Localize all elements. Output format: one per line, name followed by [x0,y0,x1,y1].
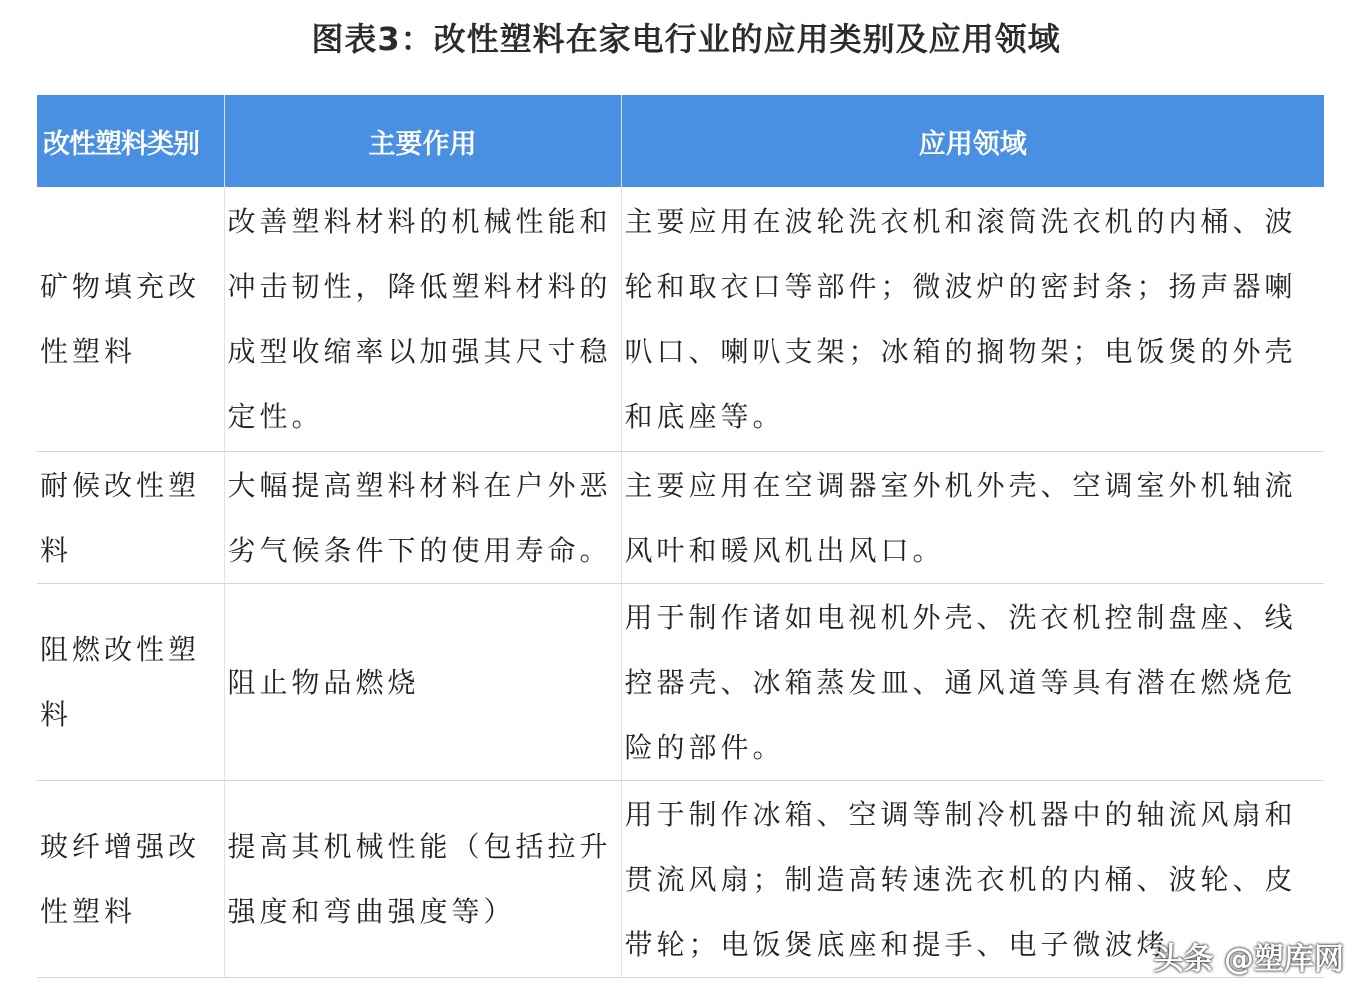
function-cell: 阻止物品燃烧 [224,584,621,781]
category-cell: 耐候改性塑料 [37,452,224,584]
application-table [37,95,1324,978]
category-cell: 矿物填充改性塑料 [37,187,224,452]
table-row [37,187,1324,452]
header-application: 应用领域 [621,95,1324,187]
table-row [37,452,1324,584]
function-cell: 改善塑料材料的机械性能和冲击韧性，降低塑料材料的成型收缩率以加强其尺寸稳定性。 [224,187,621,452]
application-cell: 主要应用在空调器室外机外壳、空调室外机轴流风叶和暖风机出风口。 [621,452,1324,584]
category-cell: 阻燃改性塑料 [37,584,224,781]
application-cell: 主要应用在波轮洗衣机和滚筒洗衣机的内桶、波轮和取衣口等部件；微波炉的密封条；扬声器喇叭口、喇叭支架；冰箱的搁物架；电饭煲的外壳和底座等。 [621,187,1324,452]
table-header-row [37,95,1324,187]
figure-title: 图表3：改性塑料在家电行业的应用类别及应用领域 [311,20,1061,58]
application-cell: 用于制作诸如电视机外壳、洗衣机控制盘座、线控器壳、冰箱蒸发皿、通风道等具有潜在燃烧危险的部件。 [621,584,1324,781]
source-watermark: 头条 @塑库网 [1153,942,1344,977]
function-cell: 提高其机械性能（包括拉升强度和弯曲强度等） [224,781,621,978]
category-cell: 玻纤增强改性塑料 [37,781,224,978]
header-function: 主要作用 [224,95,621,187]
table-row [37,584,1324,781]
header-category: 改性塑料类别 [37,95,224,187]
function-cell: 大幅提高塑料材料在户外恶劣气候条件下的使用寿命。 [224,452,621,584]
application-cell: 用于制作冰箱、空调等制冷机器中的轴流风扇和贯流风扇；制造高转速洗衣机的内桶、波轮、皮带轮；电饭煲底座和提手、电子微波烤 [621,781,1324,978]
table-row [37,781,1324,978]
